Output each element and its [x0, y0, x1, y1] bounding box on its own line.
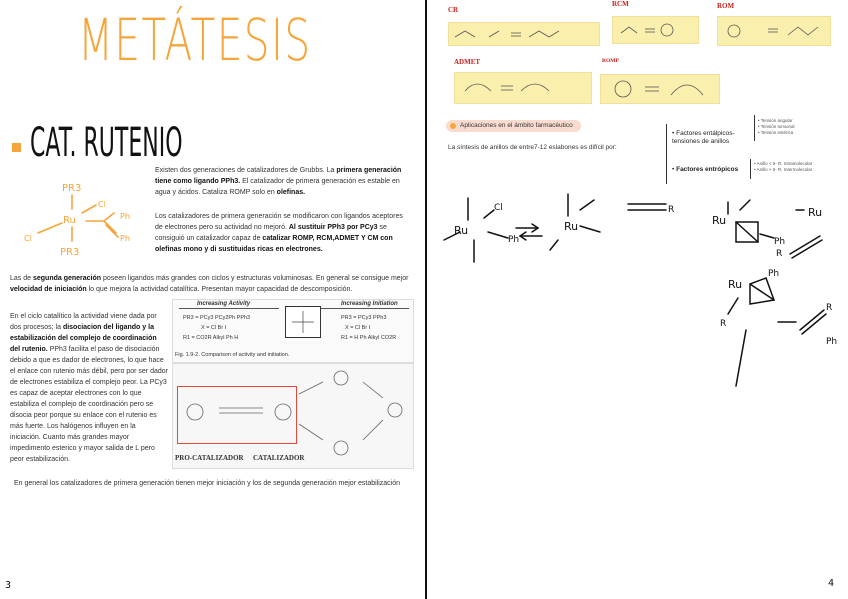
page-divider — [425, 0, 427, 599]
pharma-application-tag — [446, 120, 581, 132]
pr3-bottom-label: PR3 — [60, 247, 80, 258]
reaction-box-rom — [717, 16, 831, 46]
sketch-cl-1: Cl — [494, 203, 503, 213]
second-gen-d: velocidad de iniciación — [10, 286, 87, 293]
page-number-right: 4 — [828, 578, 835, 589]
entropic-bracket — [750, 159, 751, 179]
tag-bullet-icon — [450, 123, 456, 129]
second-gen-b: segunda generación — [32, 275, 102, 282]
cycle-c: PPh3 facilita el paso de disociación debido a que es dador de electrones, lo que hace el enlace con rutenio más débil, pero por ser dador de electrones estabiliza el complejo peor. La PCy3 es capaz de aceptar electrones con lo que estabiliza el complejo de coordinación pero se disocia peor porque su enlace con el rutenio es más fuerte. Los halógenos influyen en la iniciación. Cuanto más grandes mayor impedimento esterico y mayor salida de L pero peor estabilización. — [10, 346, 168, 463]
page-number-left: 3 — [5, 580, 12, 591]
anillo-mayor-5: Anillo > 5- R. Intermolecular — [756, 167, 813, 172]
reaction-label-rom: ROM — [717, 2, 735, 10]
cycle-b: disociacion del ligando y la estabilización del complejo de coordinación del rutenio. — [10, 324, 157, 353]
intro-p2-c: se consiguió un catalizador capaz de — [155, 224, 387, 242]
grubbs-structure-drawing — [20, 175, 150, 270]
reaction-box-rcm — [612, 16, 699, 44]
factors-bracket — [666, 124, 669, 184]
ru-label: Ru — [63, 215, 76, 226]
initiation-rule — [313, 308, 409, 309]
sketch-ru-3: Ru — [712, 214, 727, 227]
activity-initiation-figure — [172, 299, 414, 363]
anillo-menor-5: Anillo < 5- R. Intramolecular — [756, 161, 813, 166]
entropic-subitems: • Anillo < 5- R. Intramolecular • Anillo > 5- R. Intermolecular — [754, 161, 813, 172]
sketch-ru-2: Ru — [564, 220, 579, 233]
sketch-r-3: R — [720, 319, 727, 329]
section-title: CAT. RUTENIO — [30, 120, 183, 166]
sketch-ru-4: Ru — [808, 206, 823, 219]
factor-enthalpic-text: Factores entálpicos- tensiones de anillos — [672, 130, 735, 145]
sketch-ru-5: Ru — [728, 278, 743, 291]
ph-label-2: Ph — [120, 234, 130, 243]
right-page — [428, 0, 848, 599]
reaction-box-romp — [600, 74, 720, 104]
sketch-r-1: R — [668, 205, 675, 215]
catalytic-cycle-paragraph — [10, 311, 168, 465]
intro-p1-d: olefinas. — [276, 189, 306, 196]
initiation-row-3: R1 = H Ph Alkyl CO2R — [341, 335, 397, 341]
initiation-row-1: PR3 = PCy3 PPh3 — [341, 315, 387, 321]
tension-angular: Tensión angular — [760, 118, 793, 123]
activity-row-2: X = Cl Br I — [201, 325, 227, 331]
factor-entropic-text: Factores entrópicos — [676, 166, 739, 173]
synthesis-note: La síntesis de anillos de entre7-12 eslabones es difícil por: — [448, 144, 617, 151]
intro-p2-a: Los catalizadores de primera generación se modificaron con ligandos aceptores de electrones pero su actividad no mejoró. — [155, 213, 403, 231]
sketch-ph-3: Ph — [768, 269, 780, 279]
pro-catalyst-label: PRO-CATALIZADOR — [175, 454, 244, 462]
intro-paragraph-1 — [155, 165, 410, 198]
initiation-row-2: X = Cl Br I — [345, 325, 371, 331]
second-generation-paragraph — [10, 273, 410, 295]
reaction-label-admet: ADMET — [454, 58, 481, 66]
increasing-initiation-label: Increasing Initiation — [341, 301, 398, 307]
activity-row-1: PR3 = PCy3 PCy2Ph PPh3 — [183, 315, 251, 321]
factor-enthalpic: • Factores entálpicos- tensiones de anillos — [672, 130, 735, 145]
increasing-activity-label: Increasing Activity — [197, 301, 251, 307]
second-gen-e: lo que mejora la actividad catalítica. Presentan mayor capacidad de descomposición. — [88, 286, 353, 293]
activity-rule — [179, 308, 279, 309]
sketch-r-2: R — [776, 249, 783, 259]
intro-p1-a: Existen dos generaciones de catalizadores de Grubbs. La — [155, 167, 335, 174]
reaction-box-admet — [454, 72, 592, 104]
intro-p1-c: El catalizador de primera generación es estable en agua y ácidos. Cataliza ROMP solo en — [155, 178, 400, 196]
intro-p1-b: primera generación tiene como ligando PPh3. — [155, 167, 402, 185]
cl-label-2: Cl — [24, 234, 32, 243]
handwritten-mechanism-sketch — [428, 180, 848, 400]
figure-caption: Fig. 1.9-2. Comparison of activity and initiation. — [175, 352, 290, 358]
tension-torsional: Tensión torsional — [760, 124, 795, 129]
second-gen-a: Las de — [10, 275, 32, 282]
reaction-label-rcm: RCM — [612, 0, 629, 8]
sketch-ph-1: Ph — [508, 235, 520, 245]
activity-row-3: R1 = CO2R Alkyl Ph H — [183, 335, 239, 341]
sketch-ph-2: Ph — [774, 237, 786, 247]
pharma-tag-text: Aplicaciones en el ámbito farmacéutico — [460, 122, 573, 129]
enthalpic-subitems: • Tensión angular • Tensión torsional • Tensión estérica — [758, 118, 795, 135]
reaction-box-cr — [448, 22, 600, 46]
reaction-label-cr: CR — [448, 6, 459, 14]
sketch-ru-1: Ru — [454, 224, 469, 237]
factor-entropic: • Factores entrópicos — [672, 166, 739, 173]
catalyst-label: CATALIZADOR — [253, 454, 305, 462]
sketch-r-4: R — [826, 303, 833, 313]
sketch-ph-4: Ph — [826, 337, 838, 347]
reaction-label-romp: ROMP — [602, 58, 619, 64]
cycle-a: En el ciclo catalítico la actividad viene dada por dos procesos; la — [10, 313, 157, 331]
conclusion-paragraph: En general los catalizadores de primera generación tienen mejor iniciación y los de segunda generación mejor estabilización — [14, 480, 401, 487]
intro-p2-d: catalizar ROMP, RCM,ADMET Y CM con olefinas mono y di sustituidas ricas en electrones. — [155, 235, 393, 253]
second-gen-c: poseen ligandos más grandes con ciclos y estructuras voluminosas. En general se consigue mejor — [103, 275, 409, 282]
ph-label-1: Ph — [120, 212, 130, 221]
highlight-frame — [177, 386, 297, 444]
section-bullet — [12, 143, 21, 152]
enthalpic-bracket — [754, 115, 755, 141]
pr3-top-label: PR3 — [62, 183, 82, 194]
page-title: METÁTESIS — [78, 6, 312, 74]
intro-p2-b: Al sustituir PPh3 por PCy3 — [288, 224, 378, 231]
mechanism-figure — [172, 363, 414, 469]
tension-esterica: Tensión estérica — [760, 130, 794, 135]
cl-label-1: Cl — [98, 200, 106, 209]
catalyst-center-structure — [285, 306, 321, 338]
intro-paragraph-2 — [155, 211, 410, 255]
